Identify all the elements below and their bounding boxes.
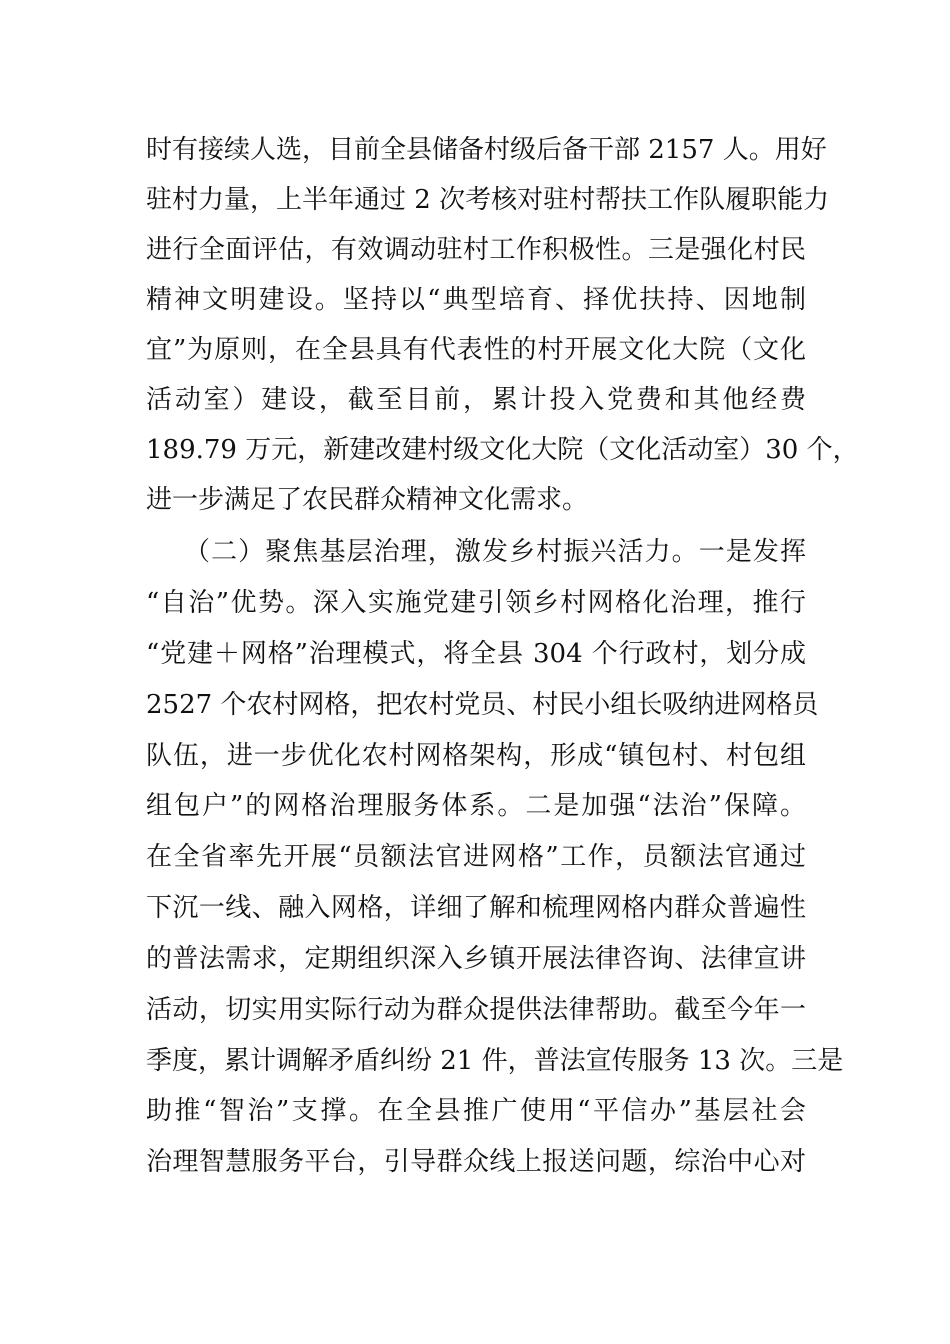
text-line: 季度，累计调解矛盾纠纷 21 件，普法宣传服务 13 次。三是 — [146, 1046, 844, 1076]
text-line: 助推“智治”支撑。在全县推广使用“平信办”基层社会 — [146, 1096, 806, 1126]
text-line: 活动室）建设，截至目前，累计投入党费和其他经费 — [146, 385, 806, 415]
text-line: 时有接续人选，目前全县储备村级后备干部 2157 人。用好 — [146, 135, 827, 165]
text-line: 进行全面评估，有效调动驻村工作积极性。三是强化村民 — [146, 235, 806, 265]
text-line: 宜”为原则，在全县具有代表性的村开展文化大院（文化 — [146, 335, 806, 365]
text-line: 队伍，进一步优化农村网格架构，形成“镇包村、村包组 — [146, 741, 806, 771]
text-line: 活动，切实用实际行动为群众提供法律帮助。截至今年一 — [146, 995, 806, 1025]
text-line: 进一步满足了农民群众精神文化需求。 — [146, 485, 589, 515]
text-line: 2527 个农村网格，把农村党员、村民小组长吸纳进网格员 — [146, 690, 819, 720]
section-heading-line: （二）聚焦基层治理，激发乡村振兴活力。一是发挥 — [184, 537, 806, 567]
text-line: 组包户”的网格治理服务体系。二是加强“法治”保障。 — [146, 791, 806, 821]
text-line: 189.79 万元，新建改建村级文化大院（文化活动室）30 个， — [146, 435, 859, 465]
text-line: 在全省率先开展“员额法官进网格”工作，员额法官通过 — [146, 842, 806, 872]
text-line: 精神文明建设。坚持以“典型培育、择优扶持、因地制 — [146, 285, 806, 315]
text-line: 治理智慧服务平台，引导群众线上报送问题，综治中心对 — [146, 1147, 806, 1177]
text-line: 的普法需求，定期组织深入乡镇开展法律咨询、法律宣讲 — [146, 944, 806, 974]
text-line: 下沉一线、融入网格，详细了解和梳理网格内群众普遍性 — [146, 893, 806, 923]
text-line: “自治”优势。深入实施党建引领乡村网格化治理，推行 — [146, 588, 806, 618]
text-line: 驻村力量，上半年通过 2 次考核对驻村帮扶工作队履职能力 — [146, 185, 830, 215]
text-line: “党建＋网格”治理模式，将全县 304 个行政村，划分成 — [146, 639, 806, 669]
